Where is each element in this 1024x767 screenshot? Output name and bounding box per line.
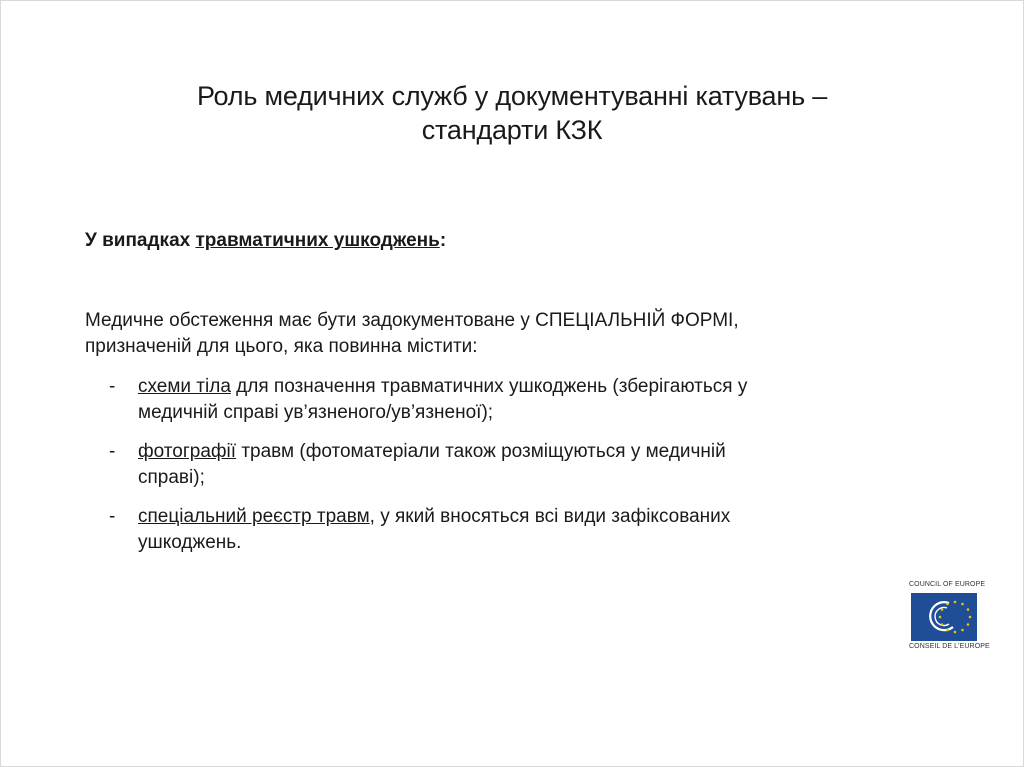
list-item-line-2: медичній справі ув’язненого/ув’язненої); <box>138 402 494 423</box>
star-icon <box>969 616 972 619</box>
list-item-line-2: ушкоджень. <box>138 532 242 553</box>
list-item-term: спеціальний реєстр травм <box>138 506 370 527</box>
slide-title <box>1 79 1023 147</box>
list-item-line-1 <box>138 504 915 530</box>
section-heading-suffix: : <box>439 230 447 251</box>
list-item-text: , у який вносяться всі види зафіксованих <box>369 506 731 527</box>
star-icon <box>946 629 949 632</box>
slide-title-line-1: Роль медичних служб у документуванні катувань – <box>196 81 828 111</box>
coe-flag-icon <box>911 593 977 641</box>
logo-bottom-text: CONSEIL DE L'EUROPE <box>909 643 990 650</box>
bullet-dash: - <box>109 441 116 462</box>
council-of-europe-logo <box>909 581 1005 651</box>
requirements-list <box>85 374 915 569</box>
star-icon <box>954 601 957 604</box>
star-icon <box>967 608 970 611</box>
section-heading <box>85 230 446 252</box>
logo-top-text: COUNCIL OF EUROPE <box>909 581 986 588</box>
star-icon <box>941 608 944 611</box>
bullet-dash: - <box>109 506 116 527</box>
list-item-term: схеми тіла <box>138 376 231 397</box>
coe-emblem-icon <box>911 593 977 641</box>
list-item-text: для позначення травматичних ушкоджень (зберігаються у <box>230 376 748 397</box>
star-icon <box>954 631 957 634</box>
star-icon <box>961 629 964 632</box>
star-icon <box>961 603 964 606</box>
list-item-text: травм (фотоматеріали також розміщуються у медичній <box>236 441 726 462</box>
intro-paragraph <box>85 308 905 360</box>
list-item <box>85 374 915 426</box>
slide-title-line-2: стандарти КЗК <box>421 115 603 145</box>
list-item-line-1 <box>138 439 915 465</box>
intro-line-2: призначеній для цього, яка повинна містити: <box>85 336 478 357</box>
stars-ring <box>939 601 972 634</box>
star-icon <box>946 603 949 606</box>
star-icon <box>939 616 942 619</box>
intro-line-1: Медичне обстеження має бути задокументоване у СПЕЦІАЛЬНІЙ ФОРМІ, <box>85 310 739 331</box>
bullet-dash: - <box>109 376 116 397</box>
star-icon <box>941 623 944 626</box>
star-icon <box>967 623 970 626</box>
list-item <box>85 439 915 491</box>
list-item-line-1 <box>138 374 915 400</box>
list-item-term: фотографії <box>138 441 237 462</box>
section-heading-underlined: травматичних ушкоджень <box>195 230 440 251</box>
list-item-line-2: справі); <box>138 467 205 488</box>
list-item <box>85 504 915 556</box>
section-heading-prefix: У випадках <box>85 230 196 251</box>
